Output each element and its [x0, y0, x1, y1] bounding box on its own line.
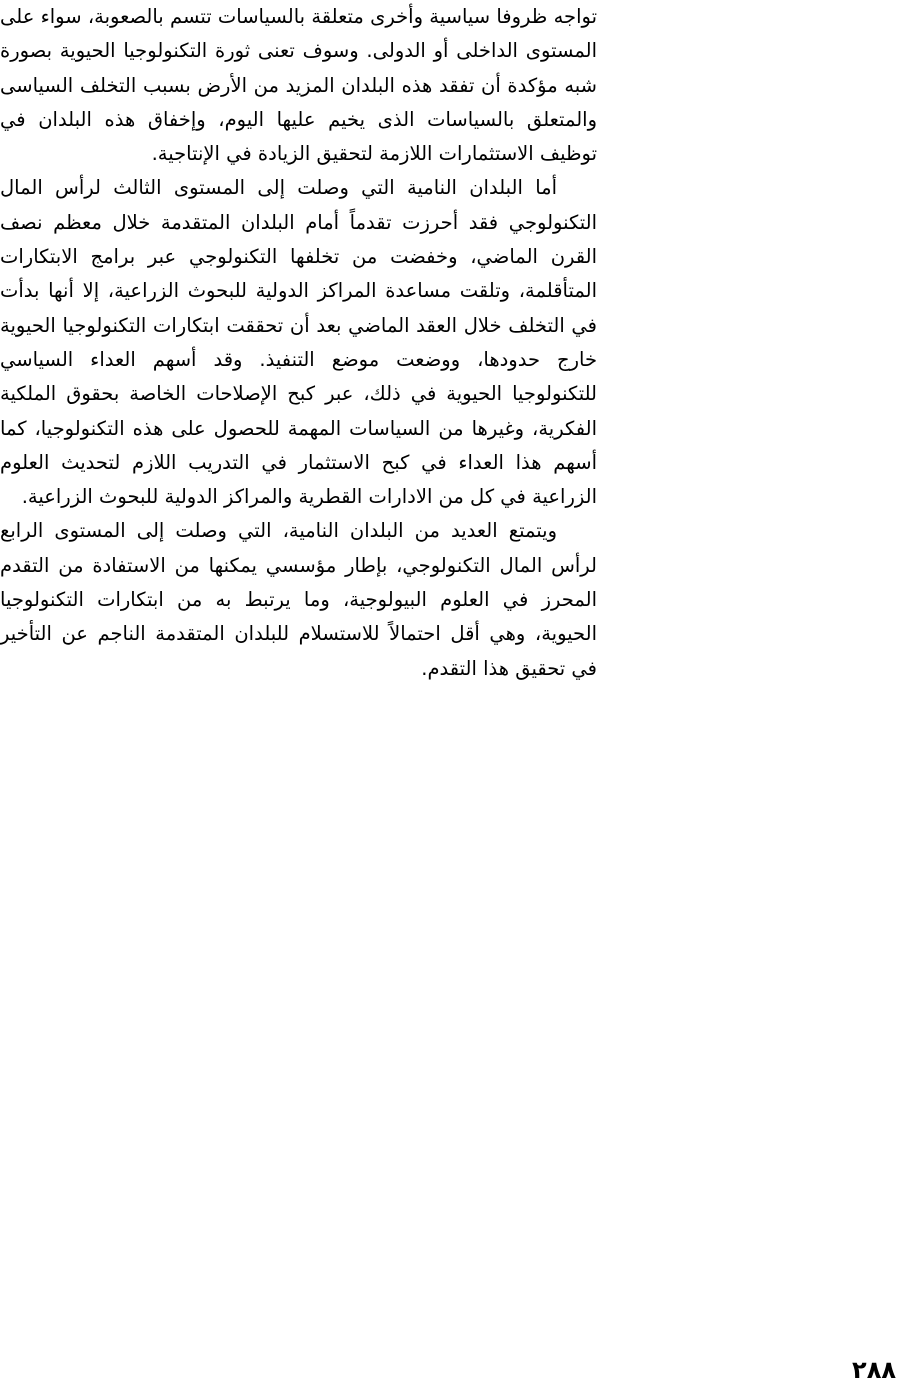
body-text [0, 0, 597, 686]
paragraph-3: ويتمتع العديد من البلدان النامية، التي وصلت إلى المستوى الرابع لرأس المال التكنولوجي، بإطار مؤسسي يمكنها من الاستفادة من التقدم المحرز في العلوم البيولوجية، وما يرتبط به من ابتكارات التكنولوجيا الحيوية، وهي أقل احتمالاً للاستسلام للبلدان المتقدمة الناجم عن التأخير في تحقيق هذا التقدم. [0, 519, 597, 680]
paragraph-1: تواجه ظروفا سياسية وأخرى متعلقة بالسياسات تتسم بالصعوبة، سواء على المستوى الداخلى أو الدولى. وسوف تعنى ثورة التكنولوجيا الحيوية بصورة شبه مؤكدة أن تفقد هذه البلدان المزيد من الأرض بسبب التخلف السياسى والمتعلق بالسياسات الذى يخيم عليها اليوم، وإخفاق هذه البلدان في توظيف الاستثمارات اللازمة لتحقيق الزيادة في الإنتاجية. [0, 5, 597, 166]
paragraph-2: أما البلدان النامية التي وصلت إلى المستوى الثالث لرأس المال التكنولوجي فقد أحرزت تقدماً أمام البلدان المتقدمة خلال معظم نصف القرن الماضي، وخفضت من تخلفها التكنولوجي عبر برامج الابتكارات المتأقلمة، وتلقت مساعدة المراكز الدولية للبحوث الزراعية، إلا أنها بدأت في التخلف خلال العقد الماضي بعد أن تحققت ابتكارات التكنولوجيا الحيوية خارج حدودها، ووضعت موضع التنفيذ. وقد أسهم العداء السياسي للتكنولوجيا الحيوية في ذلك، عبر كبح الإصلاحات الخاصة بحقوق الملكية الفكرية، وغيرها من السياسات المهمة للحصول على هذه التكنولوجيا، كما أسهم هذا العداء في كبح الاستثمار في التدريب اللازم لتحديث العلوم الزراعية في كل من الادارات القطرية والمراكز الدولية للبحوث الزراعية. [0, 176, 597, 509]
page-number: ٢٨٨ [852, 1356, 896, 1384]
